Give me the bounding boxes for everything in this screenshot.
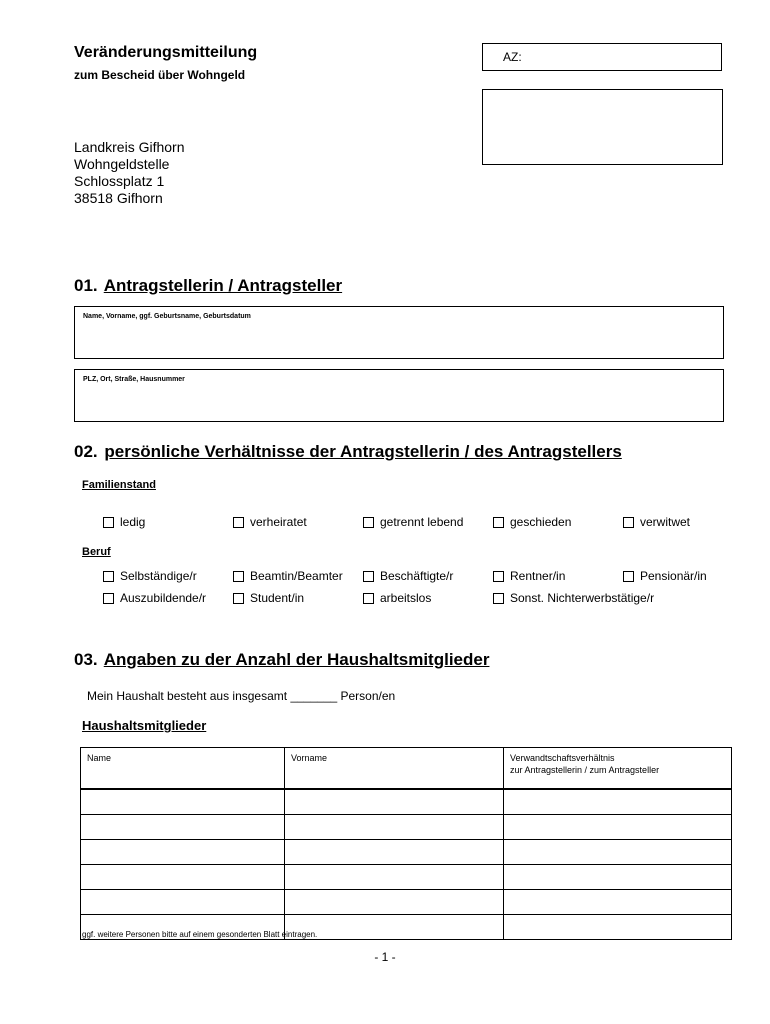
column-header-name [81,748,285,790]
section-title: Angaben zu der Anzahl der Haushaltsmitglieder [103,650,490,669]
checkbox-rentner[interactable] [493,569,565,583]
column-header-label: Verwandtschaftsverhältnis [510,753,615,763]
checkbox-pensionaer[interactable] [623,569,707,583]
table-cell[interactable] [81,789,285,815]
table-cell[interactable] [504,915,732,940]
checkbox-box[interactable] [233,571,244,582]
checkbox-box[interactable] [623,517,634,528]
section-01-heading [74,276,342,296]
familienstand-label: Familienstand [82,479,156,491]
checkbox-label: Rentner/in [510,569,566,583]
checkbox-getrennt-lebend[interactable] [363,515,463,529]
checkbox-label: Pensionär/in [640,569,707,583]
table-cell[interactable] [504,815,732,840]
checkbox-label: Beamtin/Beamter [250,569,343,583]
table-row [81,789,732,815]
table-row [81,890,732,915]
table-cell[interactable] [504,865,732,890]
checkbox-label: verheiratet [250,515,307,529]
address-line: Landkreis Gifhorn [74,139,185,155]
column-header-label: zur Antragstellerin / zum Antragsteller [510,765,660,775]
recipient-address [74,139,185,207]
checkbox-geschieden[interactable] [493,515,571,529]
checkbox-label: Sonst. Nichterwerbstätige/r [510,591,655,605]
table-cell[interactable] [81,865,285,890]
checkbox-label: Auszubildende/r [120,591,207,605]
section-title: Antragstellerin / Antragsteller [103,276,343,295]
checkbox-box[interactable] [363,593,374,604]
name-field[interactable] [74,306,724,359]
address-line: Schlossplatz 1 [74,173,165,189]
document-title: Veränderungsmitteilung [74,44,258,61]
checkbox-arbeitslos[interactable] [363,591,431,605]
section-number: 03. [74,650,98,669]
table-footnote: ggf. weitere Personen bitte auf einem gesonderten Blatt eintragen. [82,930,318,939]
address-line: 38518 Gifhorn [74,190,163,206]
checkbox-box[interactable] [363,517,374,528]
checkbox-box[interactable] [103,571,114,582]
section-title: persönliche Verhältnisse der Antragstellerin / des Antragstellers [104,442,622,461]
checkbox-selbstaendige[interactable] [103,569,197,583]
table-row [81,865,732,890]
checkbox-label: getrennt lebend [380,515,464,529]
table-cell[interactable] [81,890,285,915]
checkbox-box[interactable] [233,593,244,604]
table-cell[interactable] [285,865,504,890]
checkbox-box[interactable] [493,571,504,582]
table-cell[interactable] [81,815,285,840]
checkbox-box[interactable] [493,593,504,604]
table-cell[interactable] [285,789,504,815]
checkbox-sonst-nichterwerbstaetige[interactable] [493,591,654,605]
name-field-label: Name, Vorname, ggf. Geburtsname, Geburtsdatum [83,313,251,320]
table-cell[interactable] [285,915,504,940]
members-table [80,747,732,940]
table-cell[interactable] [504,890,732,915]
section-number: 02. [74,442,98,461]
column-header-label: Vorname [291,753,328,763]
checkbox-beschaeftigte[interactable] [363,569,453,583]
checkbox-box[interactable] [103,517,114,528]
column-header-vorname [285,748,504,790]
checkbox-label: ledig [120,515,146,529]
address-field-label: PLZ, Ort, Straße, Hausnummer [83,376,185,383]
az-label: AZ: [503,50,522,64]
checkbox-ledig[interactable] [103,515,145,529]
address-line: Wohngeldstelle [74,156,170,172]
checkbox-verwitwet[interactable] [623,515,690,529]
table-cell[interactable] [285,890,504,915]
checkbox-label: geschieden [510,515,572,529]
column-header-label: Name [87,753,112,763]
table-cell[interactable] [285,815,504,840]
table-cell[interactable] [285,840,504,865]
table-cell[interactable] [81,840,285,865]
table-row [81,815,732,840]
az-field[interactable] [482,43,722,71]
checkbox-student[interactable] [233,591,304,605]
table-cell[interactable] [504,840,732,865]
table-cell[interactable] [504,789,732,815]
checkbox-beamtin-beamter[interactable] [233,569,343,583]
checkbox-label: arbeitslos [380,591,432,605]
checkbox-box[interactable] [623,571,634,582]
checkbox-box[interactable] [233,517,244,528]
beruf-label: Beruf [82,546,111,558]
stamp-field[interactable] [482,89,723,165]
checkbox-label: verwitwet [640,515,691,529]
checkbox-auszubildende[interactable] [103,591,206,605]
document-subtitle: zum Bescheid über Wohngeld [74,68,246,82]
checkbox-label: Beschäftigte/r [380,569,454,583]
table-header-row [81,748,732,790]
table-row [81,840,732,865]
checkbox-verheiratet[interactable] [233,515,307,529]
section-number: 01. [74,276,98,295]
checkbox-box[interactable] [103,593,114,604]
checkbox-label: Student/in [250,591,305,605]
address-field[interactable] [74,369,724,422]
household-count-text[interactable]: Mein Haushalt besteht aus insgesamt _______ Person/en [87,689,396,703]
page-number: - 1 - [374,950,396,964]
column-header-relation [504,748,732,790]
members-heading: Haushaltsmitglieder [82,718,207,733]
checkbox-label: Selbständige/r [120,569,197,583]
section-02-heading [74,442,622,462]
section-03-heading [74,650,489,670]
checkbox-box[interactable] [493,517,504,528]
checkbox-box[interactable] [363,571,374,582]
